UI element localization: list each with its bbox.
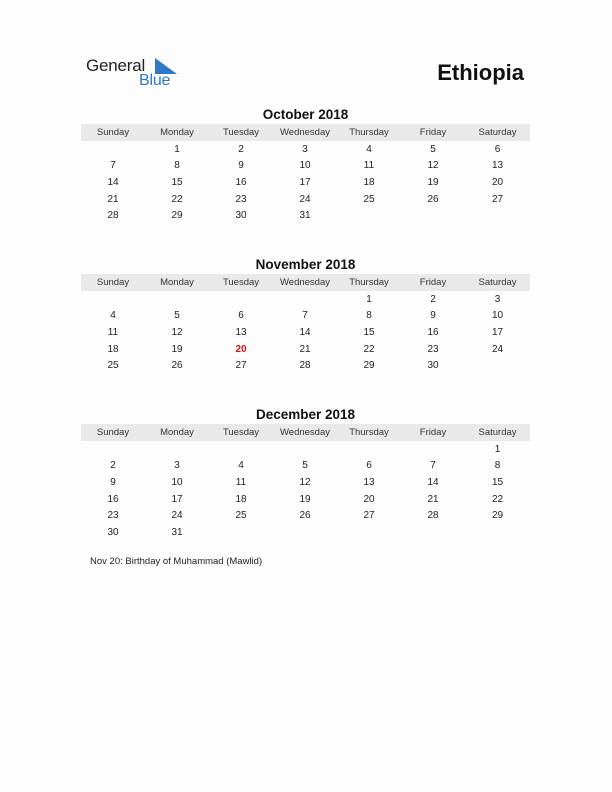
- day-cell: 18: [107, 343, 119, 355]
- day-cell: 3: [494, 293, 501, 305]
- day-cell: 30: [427, 360, 439, 372]
- day-cell: 25: [107, 360, 119, 372]
- day-cell: 1: [174, 143, 180, 155]
- weekday-label: Friday: [419, 127, 447, 138]
- day-cell: 15: [171, 176, 183, 188]
- day-cell: 4: [366, 143, 372, 155]
- day-cell: 4: [110, 310, 116, 322]
- day-cell: 16: [235, 176, 247, 188]
- week-row: [81, 291, 530, 308]
- day-cell: 27: [363, 510, 375, 522]
- day-cell: 5: [302, 460, 308, 472]
- day-cell: 23: [107, 510, 119, 522]
- day-cell: 28: [299, 360, 311, 372]
- month-weeks: [81, 141, 530, 224]
- day-cell: 10: [171, 476, 183, 488]
- day-cell: 28: [107, 210, 119, 222]
- day-cell: 21: [299, 343, 311, 355]
- day-cell: 25: [363, 193, 375, 205]
- day-cell: 24: [491, 343, 504, 355]
- week-row: [81, 491, 530, 508]
- day-cell: 13: [491, 160, 504, 172]
- weekday-label: Sunday: [96, 277, 130, 288]
- weekday-label: Tuesday: [222, 427, 260, 438]
- weekday-label: Thursday: [349, 127, 389, 138]
- weekday-label: Friday: [419, 277, 447, 288]
- day-cell: 2: [110, 460, 116, 472]
- month-weeks: [81, 441, 530, 541]
- day-cell: 18: [363, 176, 375, 188]
- logo-general-text: General: [86, 56, 146, 75]
- day-cell: 10: [491, 310, 504, 322]
- day-cell: 3: [302, 143, 308, 155]
- month-title: December 2018: [255, 407, 356, 422]
- weekday-label: Thursday: [349, 277, 389, 288]
- week-row: [81, 324, 530, 341]
- week-row: [81, 174, 530, 191]
- day-cell: 7: [110, 160, 116, 172]
- weekday-label: Saturday: [478, 427, 517, 438]
- logo-blue-text: Blue: [139, 72, 171, 89]
- day-cell: 13: [363, 476, 375, 488]
- day-cell: 25: [235, 510, 247, 522]
- week-row: [81, 141, 530, 158]
- day-cell: 9: [110, 476, 116, 488]
- weekday-label: Tuesday: [222, 127, 260, 138]
- month-title: November 2018: [255, 257, 356, 272]
- day-cell: 14: [107, 176, 119, 188]
- day-cell: 27: [491, 193, 504, 205]
- day-cell: 15: [491, 476, 504, 488]
- day-cell: 22: [363, 343, 375, 355]
- day-cell: 27: [235, 360, 247, 372]
- weekday-label: Monday: [160, 277, 194, 288]
- day-cell: 26: [427, 193, 439, 205]
- month-october: [81, 105, 530, 224]
- day-cell: 10: [299, 160, 311, 172]
- day-cell: 29: [171, 210, 183, 222]
- day-cell: 22: [491, 493, 504, 505]
- day-cell: 17: [491, 326, 504, 338]
- week-row: [81, 441, 530, 458]
- weekday-header: [81, 124, 530, 141]
- day-cell: 16: [427, 326, 439, 338]
- week-row: [81, 524, 530, 541]
- day-cell: 19: [427, 176, 439, 188]
- weekday-label: Thursday: [349, 427, 389, 438]
- weekday-label: Tuesday: [222, 277, 260, 288]
- month-weeks: [81, 291, 530, 374]
- day-cell: 17: [299, 176, 311, 188]
- holiday-notes: [90, 556, 262, 567]
- weekday-label: Wednesday: [280, 277, 330, 288]
- day-cell: 21: [107, 193, 119, 205]
- day-cell: 11: [107, 326, 119, 338]
- day-cell: 19: [299, 493, 311, 505]
- day-cell: 14: [427, 476, 439, 488]
- day-cell: 22: [171, 193, 183, 205]
- week-row: [81, 474, 530, 491]
- week-row: [81, 308, 530, 325]
- day-cell: 6: [238, 310, 244, 322]
- weekday-label: Saturday: [478, 127, 517, 138]
- day-cell: 11: [363, 160, 375, 172]
- day-cell: 9: [430, 310, 436, 322]
- day-cell: 15: [363, 326, 375, 338]
- week-row: [81, 158, 530, 175]
- weekday-header: [81, 274, 530, 291]
- day-cell: 4: [238, 460, 244, 472]
- day-cell: 31: [299, 210, 311, 222]
- weekday-label: Monday: [160, 427, 194, 438]
- day-cell: 28: [427, 510, 439, 522]
- day-cell: 11: [235, 476, 247, 488]
- day-cell: 21: [427, 493, 439, 505]
- day-cell: 3: [174, 460, 180, 472]
- day-cell: 30: [107, 526, 119, 538]
- day-cell: 29: [363, 360, 375, 372]
- weekday-header: [81, 424, 530, 441]
- weekday-label: Wednesday: [280, 127, 330, 138]
- day-cell: 23: [427, 343, 439, 355]
- day-cell: 19: [171, 343, 183, 355]
- day-cell: 30: [235, 210, 247, 222]
- weekday-label: Wednesday: [280, 427, 330, 438]
- day-cell: 26: [299, 510, 311, 522]
- day-cell: 17: [171, 493, 183, 505]
- day-cell: 7: [302, 310, 308, 322]
- day-cell: 31: [171, 526, 183, 538]
- day-cell: 1: [366, 293, 372, 305]
- day-cell: 8: [366, 310, 372, 322]
- day-cell: 13: [235, 326, 247, 338]
- day-cell: 8: [494, 460, 501, 472]
- day-cell: 24: [171, 510, 183, 522]
- day-cell: 12: [299, 476, 311, 488]
- weekday-label: Sunday: [96, 127, 130, 138]
- day-cell: 18: [235, 493, 247, 505]
- month-title: October 2018: [262, 107, 349, 122]
- week-row: [81, 458, 530, 475]
- day-cell: 24: [299, 193, 311, 205]
- day-cell: 12: [427, 160, 439, 172]
- day-cell: 12: [171, 326, 183, 338]
- month-december: [81, 405, 530, 541]
- day-cell: 29: [491, 510, 504, 522]
- day-cell: 20: [491, 176, 504, 188]
- day-cell: 26: [171, 360, 183, 372]
- day-cell: 14: [299, 326, 311, 338]
- week-row: [81, 341, 530, 358]
- day-cell: 8: [174, 160, 180, 172]
- week-row: [81, 357, 530, 374]
- day-cell: 5: [430, 143, 436, 155]
- day-cell: 16: [107, 493, 119, 505]
- holiday-note: Nov 20: Birthday of Muhammad (Mawlid): [90, 556, 263, 567]
- day-cell: 7: [430, 460, 436, 472]
- day-cell: 23: [235, 193, 247, 205]
- weekday-label: Saturday: [478, 277, 517, 288]
- week-row: [81, 207, 530, 224]
- day-cell: 2: [430, 293, 436, 305]
- week-row: [81, 191, 530, 208]
- day-cell: 6: [494, 143, 501, 155]
- month-november: [81, 255, 530, 374]
- generalblue-logo: [86, 56, 186, 92]
- day-cell: 9: [238, 160, 244, 172]
- day-cell: 20: [235, 343, 247, 355]
- week-row: [81, 507, 530, 524]
- day-cell: 1: [494, 443, 501, 455]
- day-cell: 20: [363, 493, 375, 505]
- weekday-label: Sunday: [96, 427, 130, 438]
- weekday-label: Monday: [160, 127, 194, 138]
- day-cell: 6: [366, 460, 372, 472]
- country-title: Ethiopia: [437, 60, 524, 85]
- day-cell: 5: [174, 310, 180, 322]
- weekday-label: Friday: [419, 427, 447, 438]
- day-cell: 2: [238, 143, 244, 155]
